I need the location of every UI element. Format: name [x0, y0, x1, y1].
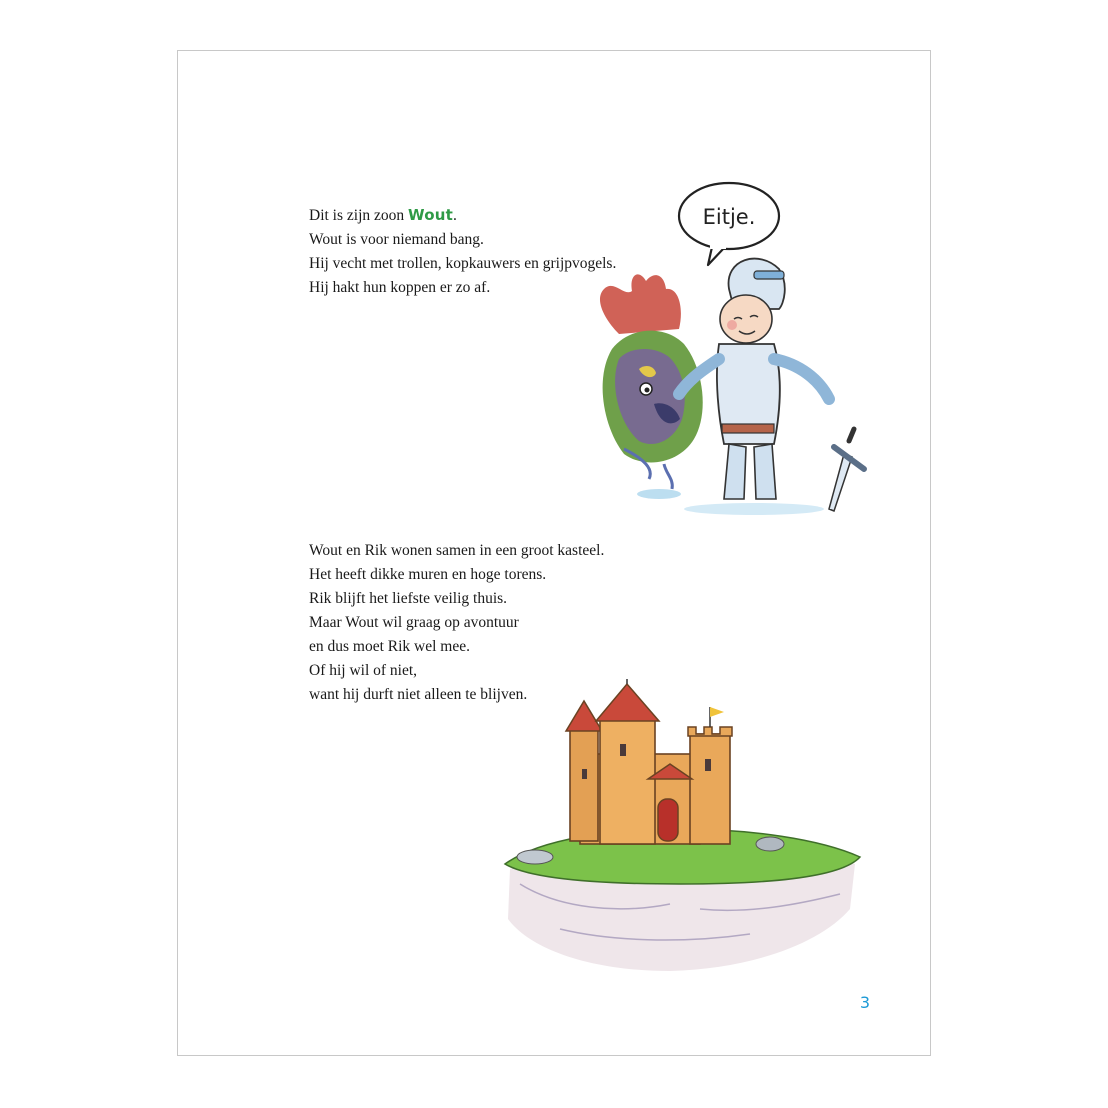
- text-line: Of hij wil of niet,: [309, 662, 418, 679]
- text-line: Hij hakt hun koppen er zo af.: [309, 279, 491, 296]
- text-line: [309, 203, 616, 228]
- knight-icon: [679, 259, 829, 499]
- castle-illustration: [500, 679, 862, 989]
- text-line: Hij vecht met trollen, kopkauwers en grijpvogels.: [309, 255, 617, 272]
- name-highlight: Wout: [408, 206, 453, 224]
- knight-illustration: [584, 179, 894, 524]
- speech-bubble-text: Eitje.: [702, 205, 756, 229]
- sword-icon: [829, 429, 864, 511]
- text-line: Rik blijft het liefste veilig thuis.: [309, 590, 508, 607]
- text-line: Maar Wout wil graag op avontuur: [309, 614, 519, 631]
- castle-icon: [566, 679, 732, 844]
- text-line: en dus moet Rik wel mee.: [309, 638, 470, 655]
- text-line: want hij durft niet alleen te blijven.: [309, 686, 528, 703]
- speech-bubble: [679, 183, 779, 265]
- text-line: Wout en Rik wonen samen in een groot kasteel.: [309, 542, 605, 559]
- text-line: Wout is voor niemand bang.: [309, 231, 484, 248]
- paragraph-intro: [309, 203, 616, 300]
- text-prefix: Dit is zijn zoon: [309, 207, 409, 224]
- text-suffix: .: [453, 207, 457, 224]
- page-number: 3: [859, 993, 870, 1012]
- text-line: Het heeft dikke muren en hoge torens.: [309, 566, 547, 583]
- book-page: [177, 50, 931, 1056]
